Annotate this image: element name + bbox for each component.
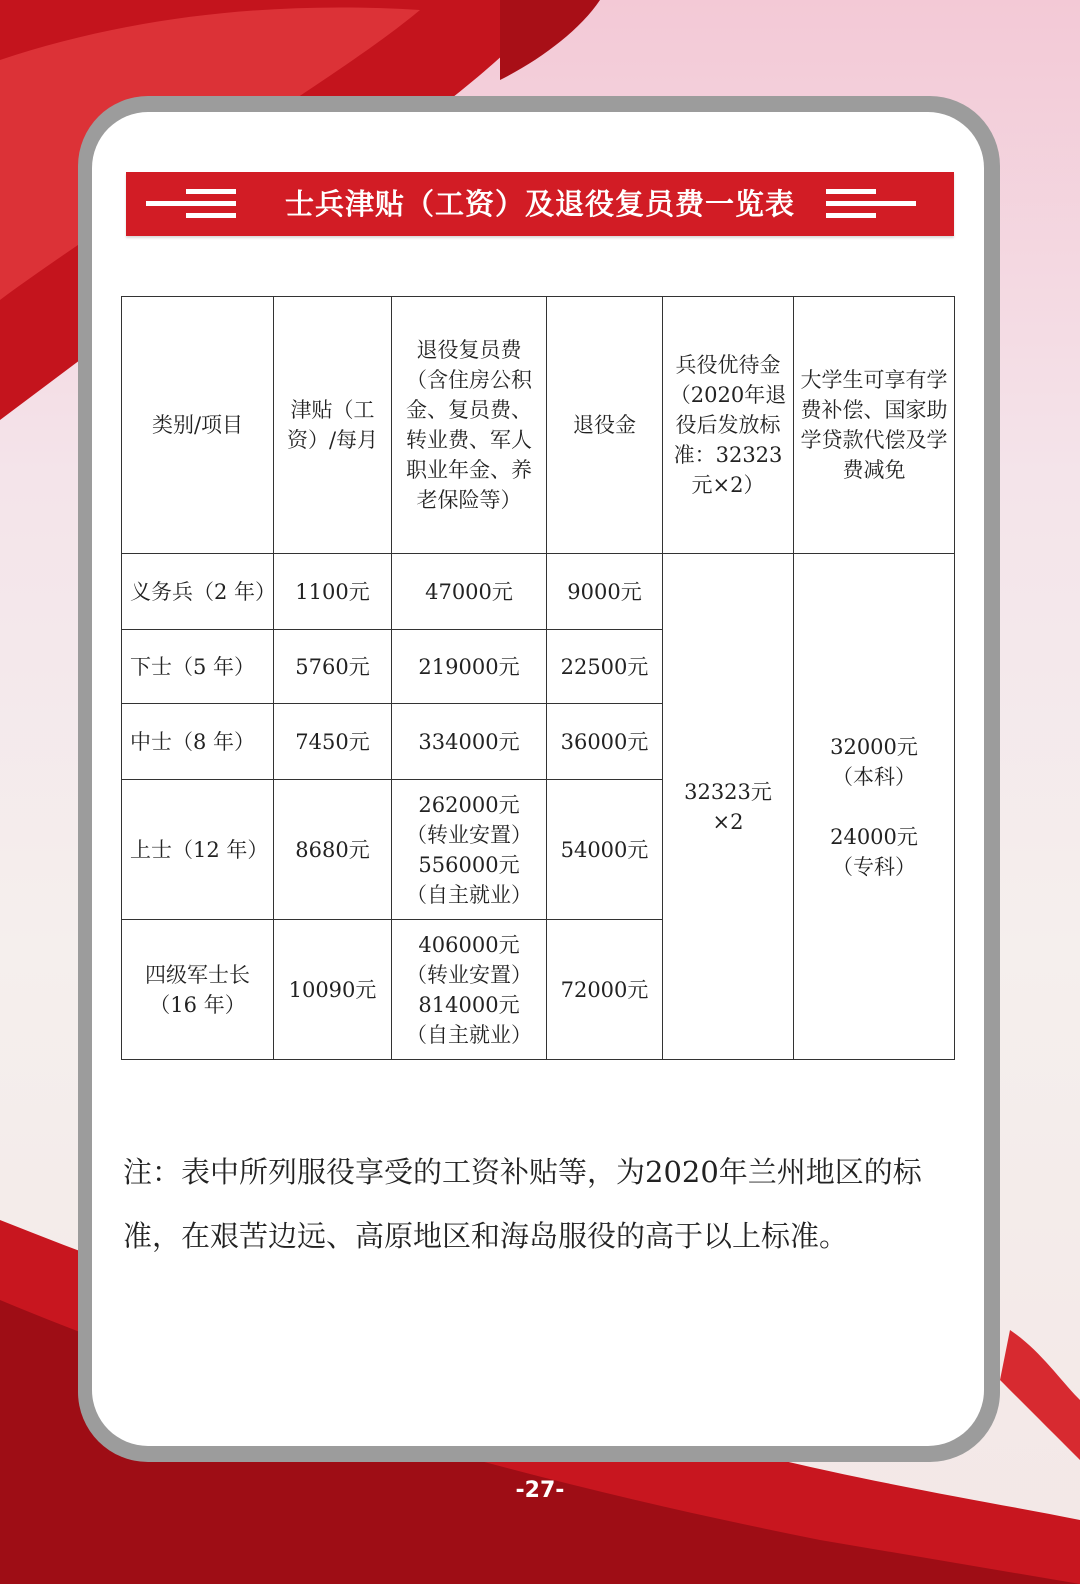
row-allowance: 7450元	[274, 704, 392, 780]
row-retirement-pay: 22500元	[547, 630, 663, 704]
header-discharge-fee: 退役复员费（含住房公积金、复员费、转业费、军人职业年金、养老保险等）	[392, 297, 547, 554]
row-category: 中士（8 年）	[122, 704, 274, 780]
row-category: 四级军士长 （16 年）	[122, 920, 274, 1060]
row-allowance: 10090元	[274, 920, 392, 1060]
row-retirement-pay: 54000元	[547, 780, 663, 920]
row-discharge-fee: 262000元 （转业安置） 556000元 （自主就业）	[392, 780, 547, 920]
page-title: 士兵津贴（工资）及退役复员费一览表	[284, 187, 795, 221]
row-discharge-fee: 334000元	[392, 704, 547, 780]
page-number: -27-	[515, 1478, 565, 1503]
table-row	[122, 554, 955, 630]
row-category: 下士（5 年）	[122, 630, 274, 704]
row-retirement-pay: 9000元	[547, 554, 663, 630]
header-allowance: 津贴（工资）/每月	[274, 297, 392, 554]
header-preferential: 兵役优待金（2020年退役后发放标准：32323元×2）	[663, 297, 794, 554]
table-header-row	[122, 297, 955, 554]
merged-college: 32000元 （本科） 24000元 （专科）	[794, 554, 955, 1060]
row-discharge-fee: 219000元	[392, 630, 547, 704]
row-allowance: 8680元	[274, 780, 392, 920]
row-allowance: 5760元	[274, 630, 392, 704]
row-category: 义务兵（2 年）	[122, 554, 274, 630]
row-category: 上士（12 年）	[122, 780, 274, 920]
header-college: 大学生可享有学费补偿、国家助学贷款代偿及学费减免	[794, 297, 955, 554]
merged-preferential: 32323元×2	[663, 554, 794, 1060]
row-retirement-pay: 36000元	[547, 704, 663, 780]
row-retirement-pay: 72000元	[547, 920, 663, 1060]
header-retirement-pay: 退役金	[547, 297, 663, 554]
allowance-table	[121, 296, 955, 1060]
banner-lines-right	[826, 189, 916, 219]
row-discharge-fee: 406000元 （转业安置） 814000元 （自主就业）	[392, 920, 547, 1060]
header-category: 类别/项目	[122, 297, 274, 554]
row-allowance: 1100元	[274, 554, 392, 630]
row-discharge-fee: 47000元	[392, 554, 547, 630]
footnote: 注：表中所列服役享受的工资补贴等，为2020年兰州地区的标准，在艰苦边远、高原地区和海岛服役的高于以上标准。	[123, 1155, 922, 1253]
title-banner	[126, 172, 954, 236]
